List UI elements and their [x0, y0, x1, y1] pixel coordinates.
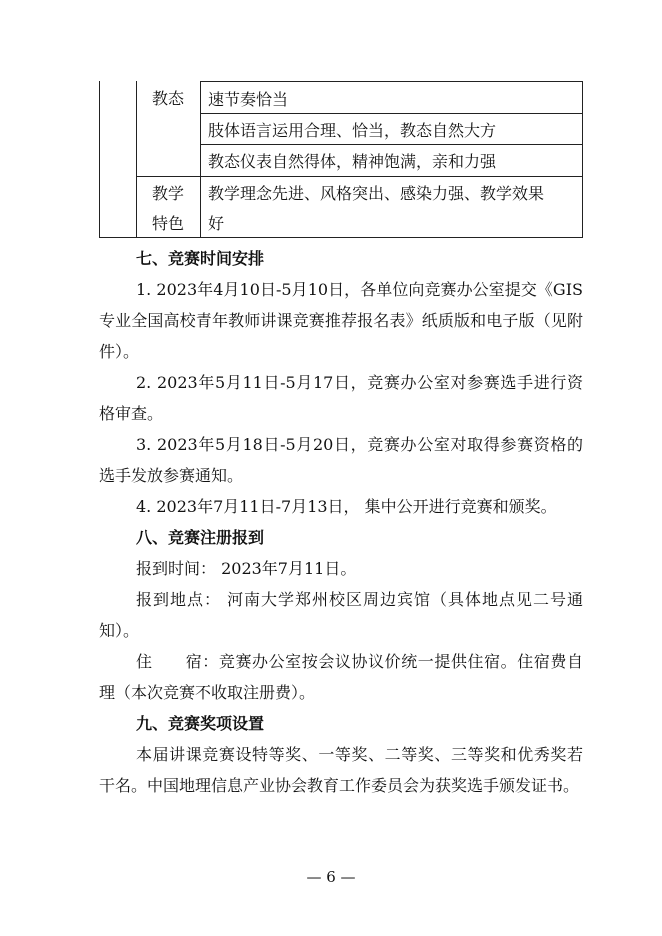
table-col-divider-1	[136, 81, 137, 237]
tese-line-1: 教学理念先进、风格突出、感染力强、教学效果	[208, 184, 545, 203]
section-9-title: 九、竞赛奖项设置	[136, 714, 265, 733]
page-number: — 6 —	[306, 868, 356, 886]
table-col-divider-2	[200, 81, 201, 237]
table-top-border	[200, 81, 583, 82]
tese-label-1: 教学	[152, 184, 185, 203]
evaluation-table	[99, 81, 583, 238]
section-8-location: 报到地点： 河南大学郑州校区周边宾馆（具体地点见二号通知）。	[99, 590, 583, 640]
jiaotai-row-1: 速节奏恰当	[208, 90, 289, 109]
section-7-item-3: 3. 2023年5月18日-5月20日，竞赛办公室对取得参赛资格的选手发放参赛通知。	[99, 435, 583, 485]
section-7-title: 七、竞赛时间安排	[136, 249, 265, 268]
tese-line-2: 好	[208, 214, 225, 233]
section-7-item-2: 2. 2023年5月11日-5月17日，竞赛办公室对参赛选手进行资格审查。	[99, 373, 583, 423]
section-8-title: 八、竞赛注册报到	[136, 528, 265, 547]
table-row-divider	[137, 176, 583, 177]
section-8-time: 报到时间： 2023年7月11日。	[136, 559, 357, 578]
table-row-divider	[200, 113, 583, 114]
jiaotai-row-2: 肢体语言运用合理、恰当，教态自然大方	[208, 121, 497, 140]
jiaotai-label: 教态	[152, 89, 185, 108]
table-row-divider	[200, 144, 583, 145]
jiaotai-row-3: 教态仪表自然得体，精神饱满，亲和力强	[208, 152, 497, 171]
section-9-awards: 本届讲课竞赛设特等奖、一等奖、二等奖、三等奖和优秀奖若干名。中国地理信息产业协会教育工作委员会为获奖选手颁发证书。	[99, 745, 583, 795]
tese-label-2: 特色	[152, 214, 185, 233]
section-8-lodging: 住 宿：竞赛办公室按会议协议价统一提供住宿。住宿费自理（本次竞赛不收取注册费）。	[99, 652, 583, 702]
section-7-item-4: 4. 2023年7月11日-7月13日， 集中公开进行竞赛和颁奖。	[136, 497, 557, 516]
section-7-item-1: 1. 2023年4月10日-5月10日，各单位向竞赛办公室提交《GIS专业全国高校青年教师讲课竞赛推荐报名表》纸质版和电子版（见附件）。	[99, 280, 583, 361]
